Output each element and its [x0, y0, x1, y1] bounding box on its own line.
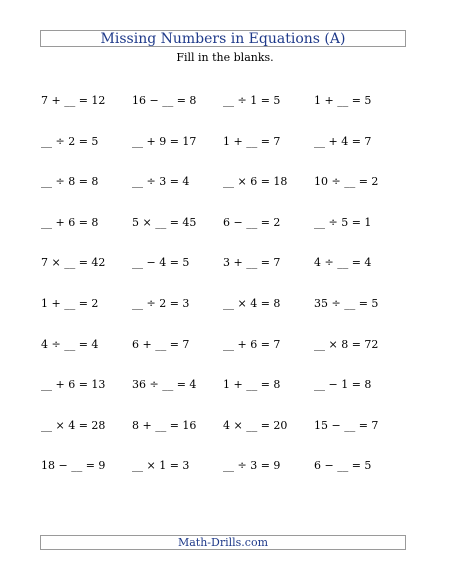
- equation: __ ÷ 3 = 9: [223, 459, 281, 473]
- problem-grid: [41, 95, 411, 495]
- equation: __ ÷ 1 = 5: [223, 94, 281, 107]
- equation: 15 − __ = 7: [314, 418, 379, 432]
- equation: 18 − __ = 9: [41, 459, 106, 473]
- equation: 1 + __ = 7: [223, 134, 281, 148]
- equation: 7 + __ = 12: [41, 94, 106, 107]
- equation: __ + 4 = 7: [314, 134, 372, 148]
- equation: 35 ÷ __ = 5: [314, 296, 379, 310]
- equation: 6 − __ = 5: [314, 459, 372, 473]
- equation: __ × 6 = 18: [223, 175, 288, 189]
- equation: __ × 4 = 8: [223, 296, 281, 310]
- equation: 6 + __ = 7: [132, 337, 190, 351]
- equation: __ − 1 = 8: [314, 378, 372, 392]
- equation: 7 × __ = 42: [41, 256, 106, 270]
- equation: 4 × __ = 20: [223, 418, 288, 432]
- footer-text: Math-Drills.com: [177, 536, 269, 549]
- equation: 6 − __ = 2: [223, 215, 281, 229]
- equation: 4 ÷ __ = 4: [41, 337, 99, 351]
- equation: __ + 9 = 17: [132, 134, 197, 148]
- equation: 1 + __ = 2: [41, 296, 99, 310]
- equation: 8 + __ = 16: [132, 418, 197, 432]
- equation: __ + 6 = 7: [223, 337, 281, 351]
- equation: __ ÷ 5 = 1: [314, 215, 372, 229]
- equation: __ × 1 = 3: [132, 459, 190, 473]
- worksheet-title: [40, 30, 406, 47]
- equation: __ + 6 = 13: [41, 378, 106, 392]
- equation: __ ÷ 8 = 8: [41, 175, 99, 189]
- equation: 16 − __ = 8: [132, 94, 197, 107]
- equation: 1 + __ = 5: [314, 94, 372, 107]
- equation: 3 + __ = 7: [223, 256, 281, 270]
- equation: __ ÷ 2 = 3: [132, 296, 190, 310]
- equation: 10 ÷ __ = 2: [314, 175, 379, 189]
- instructions: Fill in the blanks.: [176, 51, 274, 64]
- equation: 36 ÷ __ = 4: [132, 378, 197, 392]
- equation: __ ÷ 3 = 4: [132, 175, 190, 189]
- worksheet-title-text: Missing Numbers in Equations (A): [100, 30, 346, 47]
- equation: __ − 4 = 5: [132, 256, 190, 270]
- equation: 5 × __ = 45: [132, 215, 197, 229]
- footer: [40, 535, 406, 550]
- equation: __ × 8 = 72: [314, 337, 379, 351]
- equation: __ + 6 = 8: [41, 215, 99, 229]
- equation: 4 ÷ __ = 4: [314, 256, 372, 270]
- equation: __ × 4 = 28: [41, 418, 106, 432]
- equation: __ ÷ 2 = 5: [41, 134, 99, 148]
- equation: 1 + __ = 8: [223, 378, 281, 392]
